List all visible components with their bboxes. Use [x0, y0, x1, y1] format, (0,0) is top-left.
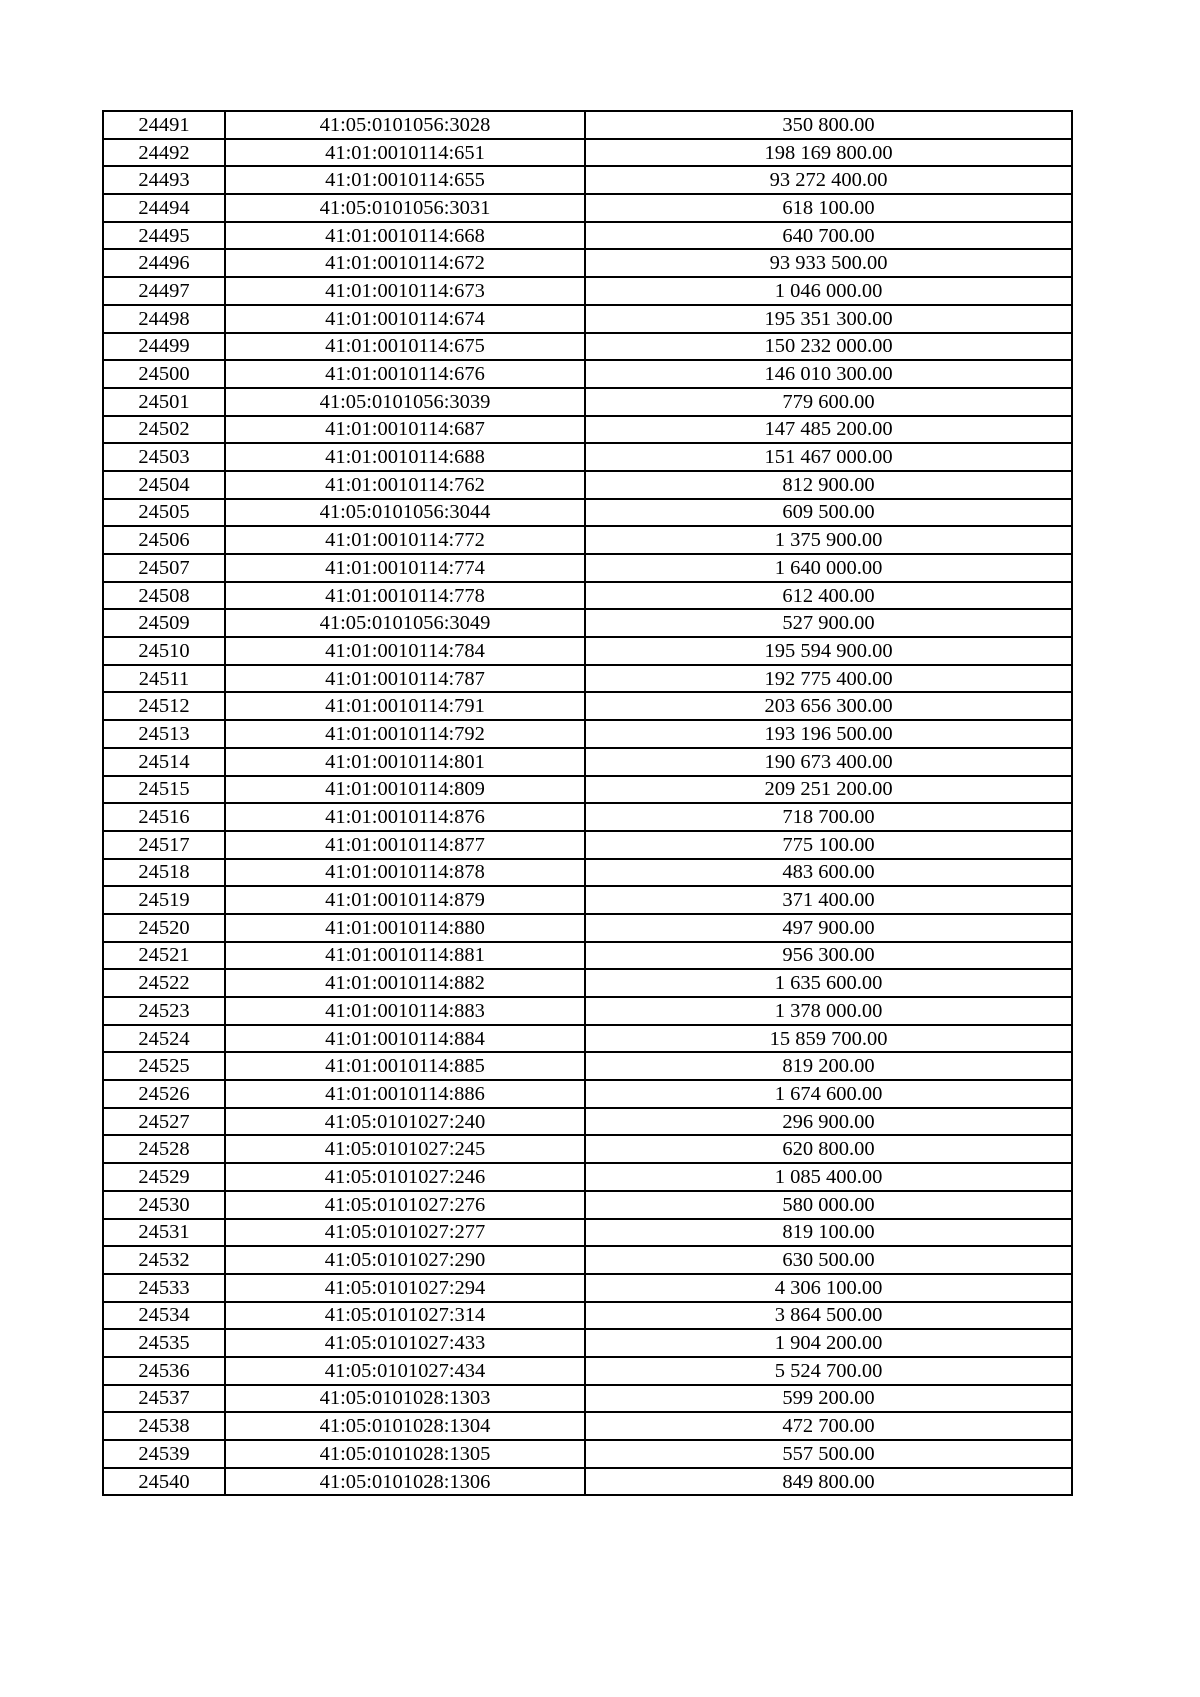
cadastral-value-cell: 819 100.00	[585, 1219, 1072, 1247]
cadastral-number-cell: 41:05:0101027:245	[225, 1135, 585, 1163]
cadastral-value-cell: 718 700.00	[585, 803, 1072, 831]
row-number-cell: 24535	[103, 1329, 225, 1357]
row-number-cell: 24522	[103, 969, 225, 997]
cadastral-value-cell: 557 500.00	[585, 1440, 1072, 1468]
row-number-cell: 24503	[103, 443, 225, 471]
row-number-cell: 24527	[103, 1108, 225, 1136]
table-row	[103, 942, 1072, 970]
table-row	[103, 582, 1072, 610]
table-row	[103, 305, 1072, 333]
cadastral-number-cell: 41:01:0010114:674	[225, 305, 585, 333]
cadastral-number-cell: 41:01:0010114:886	[225, 1080, 585, 1108]
cadastral-value-cell: 350 800.00	[585, 111, 1072, 139]
table-row	[103, 1191, 1072, 1219]
cadastral-value-cell: 147 485 200.00	[585, 416, 1072, 444]
row-number-cell: 24497	[103, 277, 225, 305]
row-number-cell: 24498	[103, 305, 225, 333]
row-number-cell: 24533	[103, 1274, 225, 1302]
row-number-cell: 24502	[103, 416, 225, 444]
row-number-cell: 24494	[103, 194, 225, 222]
row-number-cell: 24524	[103, 1025, 225, 1053]
cadastral-value-cell: 1 674 600.00	[585, 1080, 1072, 1108]
row-number-cell: 24508	[103, 582, 225, 610]
row-number-cell: 24496	[103, 249, 225, 277]
cadastral-number-cell: 41:05:0101027:276	[225, 1191, 585, 1219]
cadastral-number-cell: 41:01:0010114:655	[225, 166, 585, 194]
table-row	[103, 277, 1072, 305]
table-row	[103, 1302, 1072, 1330]
row-number-cell: 24504	[103, 471, 225, 499]
cadastral-value-cell: 618 100.00	[585, 194, 1072, 222]
table-row	[103, 886, 1072, 914]
cadastral-value-cell: 599 200.00	[585, 1385, 1072, 1413]
cadastral-value-cell: 195 351 300.00	[585, 305, 1072, 333]
cadastral-value-cell: 849 800.00	[585, 1468, 1072, 1496]
cadastral-number-cell: 41:01:0010114:792	[225, 720, 585, 748]
cadastral-value-cell: 4 306 100.00	[585, 1274, 1072, 1302]
table-row	[103, 720, 1072, 748]
cadastral-value-cell: 956 300.00	[585, 942, 1072, 970]
cadastral-number-cell: 41:05:0101027:434	[225, 1357, 585, 1385]
cadastral-number-cell: 41:05:0101056:3031	[225, 194, 585, 222]
row-number-cell: 24499	[103, 333, 225, 361]
table-row	[103, 139, 1072, 167]
table-row	[103, 1357, 1072, 1385]
table-row	[103, 222, 1072, 250]
table-row	[103, 1385, 1072, 1413]
row-number-cell: 24534	[103, 1302, 225, 1330]
row-number-cell: 24510	[103, 637, 225, 665]
cadastral-number-cell: 41:01:0010114:801	[225, 748, 585, 776]
row-number-cell: 24507	[103, 554, 225, 582]
cadastral-number-cell: 41:05:0101027:433	[225, 1329, 585, 1357]
row-number-cell: 24516	[103, 803, 225, 831]
table-row	[103, 1440, 1072, 1468]
row-number-cell: 24501	[103, 388, 225, 416]
table-row	[103, 1274, 1072, 1302]
row-number-cell: 24509	[103, 609, 225, 637]
cadastral-value-cell: 1 375 900.00	[585, 526, 1072, 554]
cadastral-number-cell: 41:01:0010114:668	[225, 222, 585, 250]
cadastral-number-cell: 41:01:0010114:885	[225, 1052, 585, 1080]
row-number-cell: 24529	[103, 1163, 225, 1191]
table-row	[103, 1080, 1072, 1108]
cadastral-number-cell: 41:01:0010114:688	[225, 443, 585, 471]
row-number-cell: 24491	[103, 111, 225, 139]
cadastral-number-cell: 41:01:0010114:778	[225, 582, 585, 610]
cadastral-number-cell: 41:05:0101056:3044	[225, 499, 585, 527]
row-number-cell: 24492	[103, 139, 225, 167]
cadastral-value-cell: 1 904 200.00	[585, 1329, 1072, 1357]
cadastral-number-cell: 41:05:0101028:1304	[225, 1412, 585, 1440]
cadastral-number-cell: 41:01:0010114:791	[225, 692, 585, 720]
cadastral-number-cell: 41:01:0010114:883	[225, 997, 585, 1025]
row-number-cell: 24530	[103, 1191, 225, 1219]
table-row	[103, 526, 1072, 554]
cadastral-value-cell: 146 010 300.00	[585, 360, 1072, 388]
row-number-cell: 24526	[103, 1080, 225, 1108]
cadastral-value-cell: 1 640 000.00	[585, 554, 1072, 582]
row-number-cell: 24511	[103, 665, 225, 693]
row-number-cell: 24521	[103, 942, 225, 970]
table-row	[103, 803, 1072, 831]
cadastral-value-cell: 580 000.00	[585, 1191, 1072, 1219]
table-row	[103, 166, 1072, 194]
table-row	[103, 1052, 1072, 1080]
cadastral-number-cell: 41:01:0010114:787	[225, 665, 585, 693]
cadastral-value-cell: 5 524 700.00	[585, 1357, 1072, 1385]
cadastral-number-cell: 41:01:0010114:877	[225, 831, 585, 859]
table-row	[103, 609, 1072, 637]
cadastral-number-cell: 41:05:0101028:1305	[225, 1440, 585, 1468]
cadastral-number-cell: 41:01:0010114:880	[225, 914, 585, 942]
table-row	[103, 499, 1072, 527]
cadastral-number-cell: 41:01:0010114:675	[225, 333, 585, 361]
row-number-cell: 24531	[103, 1219, 225, 1247]
cadastral-number-cell: 41:01:0010114:784	[225, 637, 585, 665]
table-row	[103, 249, 1072, 277]
cadastral-number-cell: 41:05:0101027:240	[225, 1108, 585, 1136]
cadastral-number-cell: 41:01:0010114:687	[225, 416, 585, 444]
table-row	[103, 831, 1072, 859]
cadastral-value-cell: 483 600.00	[585, 859, 1072, 887]
table-row	[103, 997, 1072, 1025]
cadastral-value-cell: 192 775 400.00	[585, 665, 1072, 693]
cadastral-value-cell: 819 200.00	[585, 1052, 1072, 1080]
cadastral-value-cell: 1 046 000.00	[585, 277, 1072, 305]
table-row	[103, 554, 1072, 582]
row-number-cell: 24500	[103, 360, 225, 388]
cadastral-value-cell: 812 900.00	[585, 471, 1072, 499]
table-row	[103, 194, 1072, 222]
cadastral-value-cell: 1 635 600.00	[585, 969, 1072, 997]
cadastral-number-cell: 41:01:0010114:673	[225, 277, 585, 305]
cadastral-value-table	[102, 110, 1073, 1496]
cadastral-value-cell: 15 859 700.00	[585, 1025, 1072, 1053]
table-row	[103, 1412, 1072, 1440]
cadastral-number-cell: 41:01:0010114:878	[225, 859, 585, 887]
table-row	[103, 388, 1072, 416]
cadastral-value-cell: 497 900.00	[585, 914, 1072, 942]
row-number-cell: 24505	[103, 499, 225, 527]
table-row	[103, 416, 1072, 444]
cadastral-number-cell: 41:05:0101027:290	[225, 1246, 585, 1274]
cadastral-number-cell: 41:01:0010114:672	[225, 249, 585, 277]
row-number-cell: 24514	[103, 748, 225, 776]
cadastral-value-cell: 193 196 500.00	[585, 720, 1072, 748]
row-number-cell: 24540	[103, 1468, 225, 1496]
cadastral-value-cell: 630 500.00	[585, 1246, 1072, 1274]
table-row	[103, 443, 1072, 471]
cadastral-value-cell: 640 700.00	[585, 222, 1072, 250]
cadastral-number-cell: 41:05:0101028:1306	[225, 1468, 585, 1496]
cadastral-value-cell: 3 864 500.00	[585, 1302, 1072, 1330]
cadastral-value-cell: 150 232 000.00	[585, 333, 1072, 361]
table-row	[103, 333, 1072, 361]
table-row	[103, 637, 1072, 665]
cadastral-number-cell: 41:05:0101056:3039	[225, 388, 585, 416]
table-row	[103, 360, 1072, 388]
table-row	[103, 692, 1072, 720]
table-row	[103, 1135, 1072, 1163]
cadastral-value-cell: 472 700.00	[585, 1412, 1072, 1440]
cadastral-value-cell: 195 594 900.00	[585, 637, 1072, 665]
row-number-cell: 24515	[103, 776, 225, 804]
cadastral-number-cell: 41:05:0101027:277	[225, 1219, 585, 1247]
cadastral-number-cell: 41:01:0010114:876	[225, 803, 585, 831]
row-number-cell: 24512	[103, 692, 225, 720]
row-number-cell: 24519	[103, 886, 225, 914]
table-row	[103, 1329, 1072, 1357]
table-row	[103, 665, 1072, 693]
cadastral-value-cell: 527 900.00	[585, 609, 1072, 637]
cadastral-value-cell: 1 378 000.00	[585, 997, 1072, 1025]
cadastral-number-cell: 41:05:0101056:3028	[225, 111, 585, 139]
cadastral-number-cell: 41:01:0010114:676	[225, 360, 585, 388]
table-row	[103, 471, 1072, 499]
cadastral-value-cell: 612 400.00	[585, 582, 1072, 610]
cadastral-number-cell: 41:01:0010114:809	[225, 776, 585, 804]
table-row	[103, 111, 1072, 139]
row-number-cell: 24517	[103, 831, 225, 859]
table-row	[103, 1468, 1072, 1496]
row-number-cell: 24537	[103, 1385, 225, 1413]
row-number-cell: 24493	[103, 166, 225, 194]
cadastral-value-cell: 609 500.00	[585, 499, 1072, 527]
row-number-cell: 24528	[103, 1135, 225, 1163]
table-row	[103, 1219, 1072, 1247]
row-number-cell: 24532	[103, 1246, 225, 1274]
cadastral-number-cell: 41:05:0101028:1303	[225, 1385, 585, 1413]
cadastral-number-cell: 41:05:0101027:294	[225, 1274, 585, 1302]
row-number-cell: 24539	[103, 1440, 225, 1468]
cadastral-value-cell: 1 085 400.00	[585, 1163, 1072, 1191]
cadastral-value-cell: 203 656 300.00	[585, 692, 1072, 720]
cadastral-number-cell: 41:05:0101056:3049	[225, 609, 585, 637]
table-row	[103, 969, 1072, 997]
row-number-cell: 24518	[103, 859, 225, 887]
table-row	[103, 776, 1072, 804]
table-row	[103, 859, 1072, 887]
row-number-cell: 24495	[103, 222, 225, 250]
table-row	[103, 748, 1072, 776]
cadastral-value-cell: 198 169 800.00	[585, 139, 1072, 167]
table-row	[103, 1025, 1072, 1053]
table-row	[103, 914, 1072, 942]
cadastral-value-cell: 296 900.00	[585, 1108, 1072, 1136]
cadastral-value-cell: 93 933 500.00	[585, 249, 1072, 277]
table-row	[103, 1163, 1072, 1191]
cadastral-number-cell: 41:05:0101027:314	[225, 1302, 585, 1330]
cadastral-value-cell: 151 467 000.00	[585, 443, 1072, 471]
cadastral-number-cell: 41:01:0010114:774	[225, 554, 585, 582]
cadastral-value-cell: 93 272 400.00	[585, 166, 1072, 194]
cadastral-number-cell: 41:05:0101027:246	[225, 1163, 585, 1191]
cadastral-number-cell: 41:01:0010114:762	[225, 471, 585, 499]
row-number-cell: 24506	[103, 526, 225, 554]
table-body	[103, 111, 1072, 1495]
cadastral-number-cell: 41:01:0010114:884	[225, 1025, 585, 1053]
cadastral-value-cell: 779 600.00	[585, 388, 1072, 416]
cadastral-value-cell: 209 251 200.00	[585, 776, 1072, 804]
cadastral-number-cell: 41:01:0010114:882	[225, 969, 585, 997]
cadastral-value-cell: 190 673 400.00	[585, 748, 1072, 776]
cadastral-value-cell: 620 800.00	[585, 1135, 1072, 1163]
cadastral-number-cell: 41:01:0010114:651	[225, 139, 585, 167]
table-row	[103, 1108, 1072, 1136]
cadastral-number-cell: 41:01:0010114:772	[225, 526, 585, 554]
cadastral-number-cell: 41:01:0010114:879	[225, 886, 585, 914]
cadastral-value-cell: 775 100.00	[585, 831, 1072, 859]
row-number-cell: 24520	[103, 914, 225, 942]
row-number-cell: 24536	[103, 1357, 225, 1385]
row-number-cell: 24525	[103, 1052, 225, 1080]
row-number-cell: 24513	[103, 720, 225, 748]
row-number-cell: 24538	[103, 1412, 225, 1440]
cadastral-value-cell: 371 400.00	[585, 886, 1072, 914]
cadastral-number-cell: 41:01:0010114:881	[225, 942, 585, 970]
table-row	[103, 1246, 1072, 1274]
row-number-cell: 24523	[103, 997, 225, 1025]
